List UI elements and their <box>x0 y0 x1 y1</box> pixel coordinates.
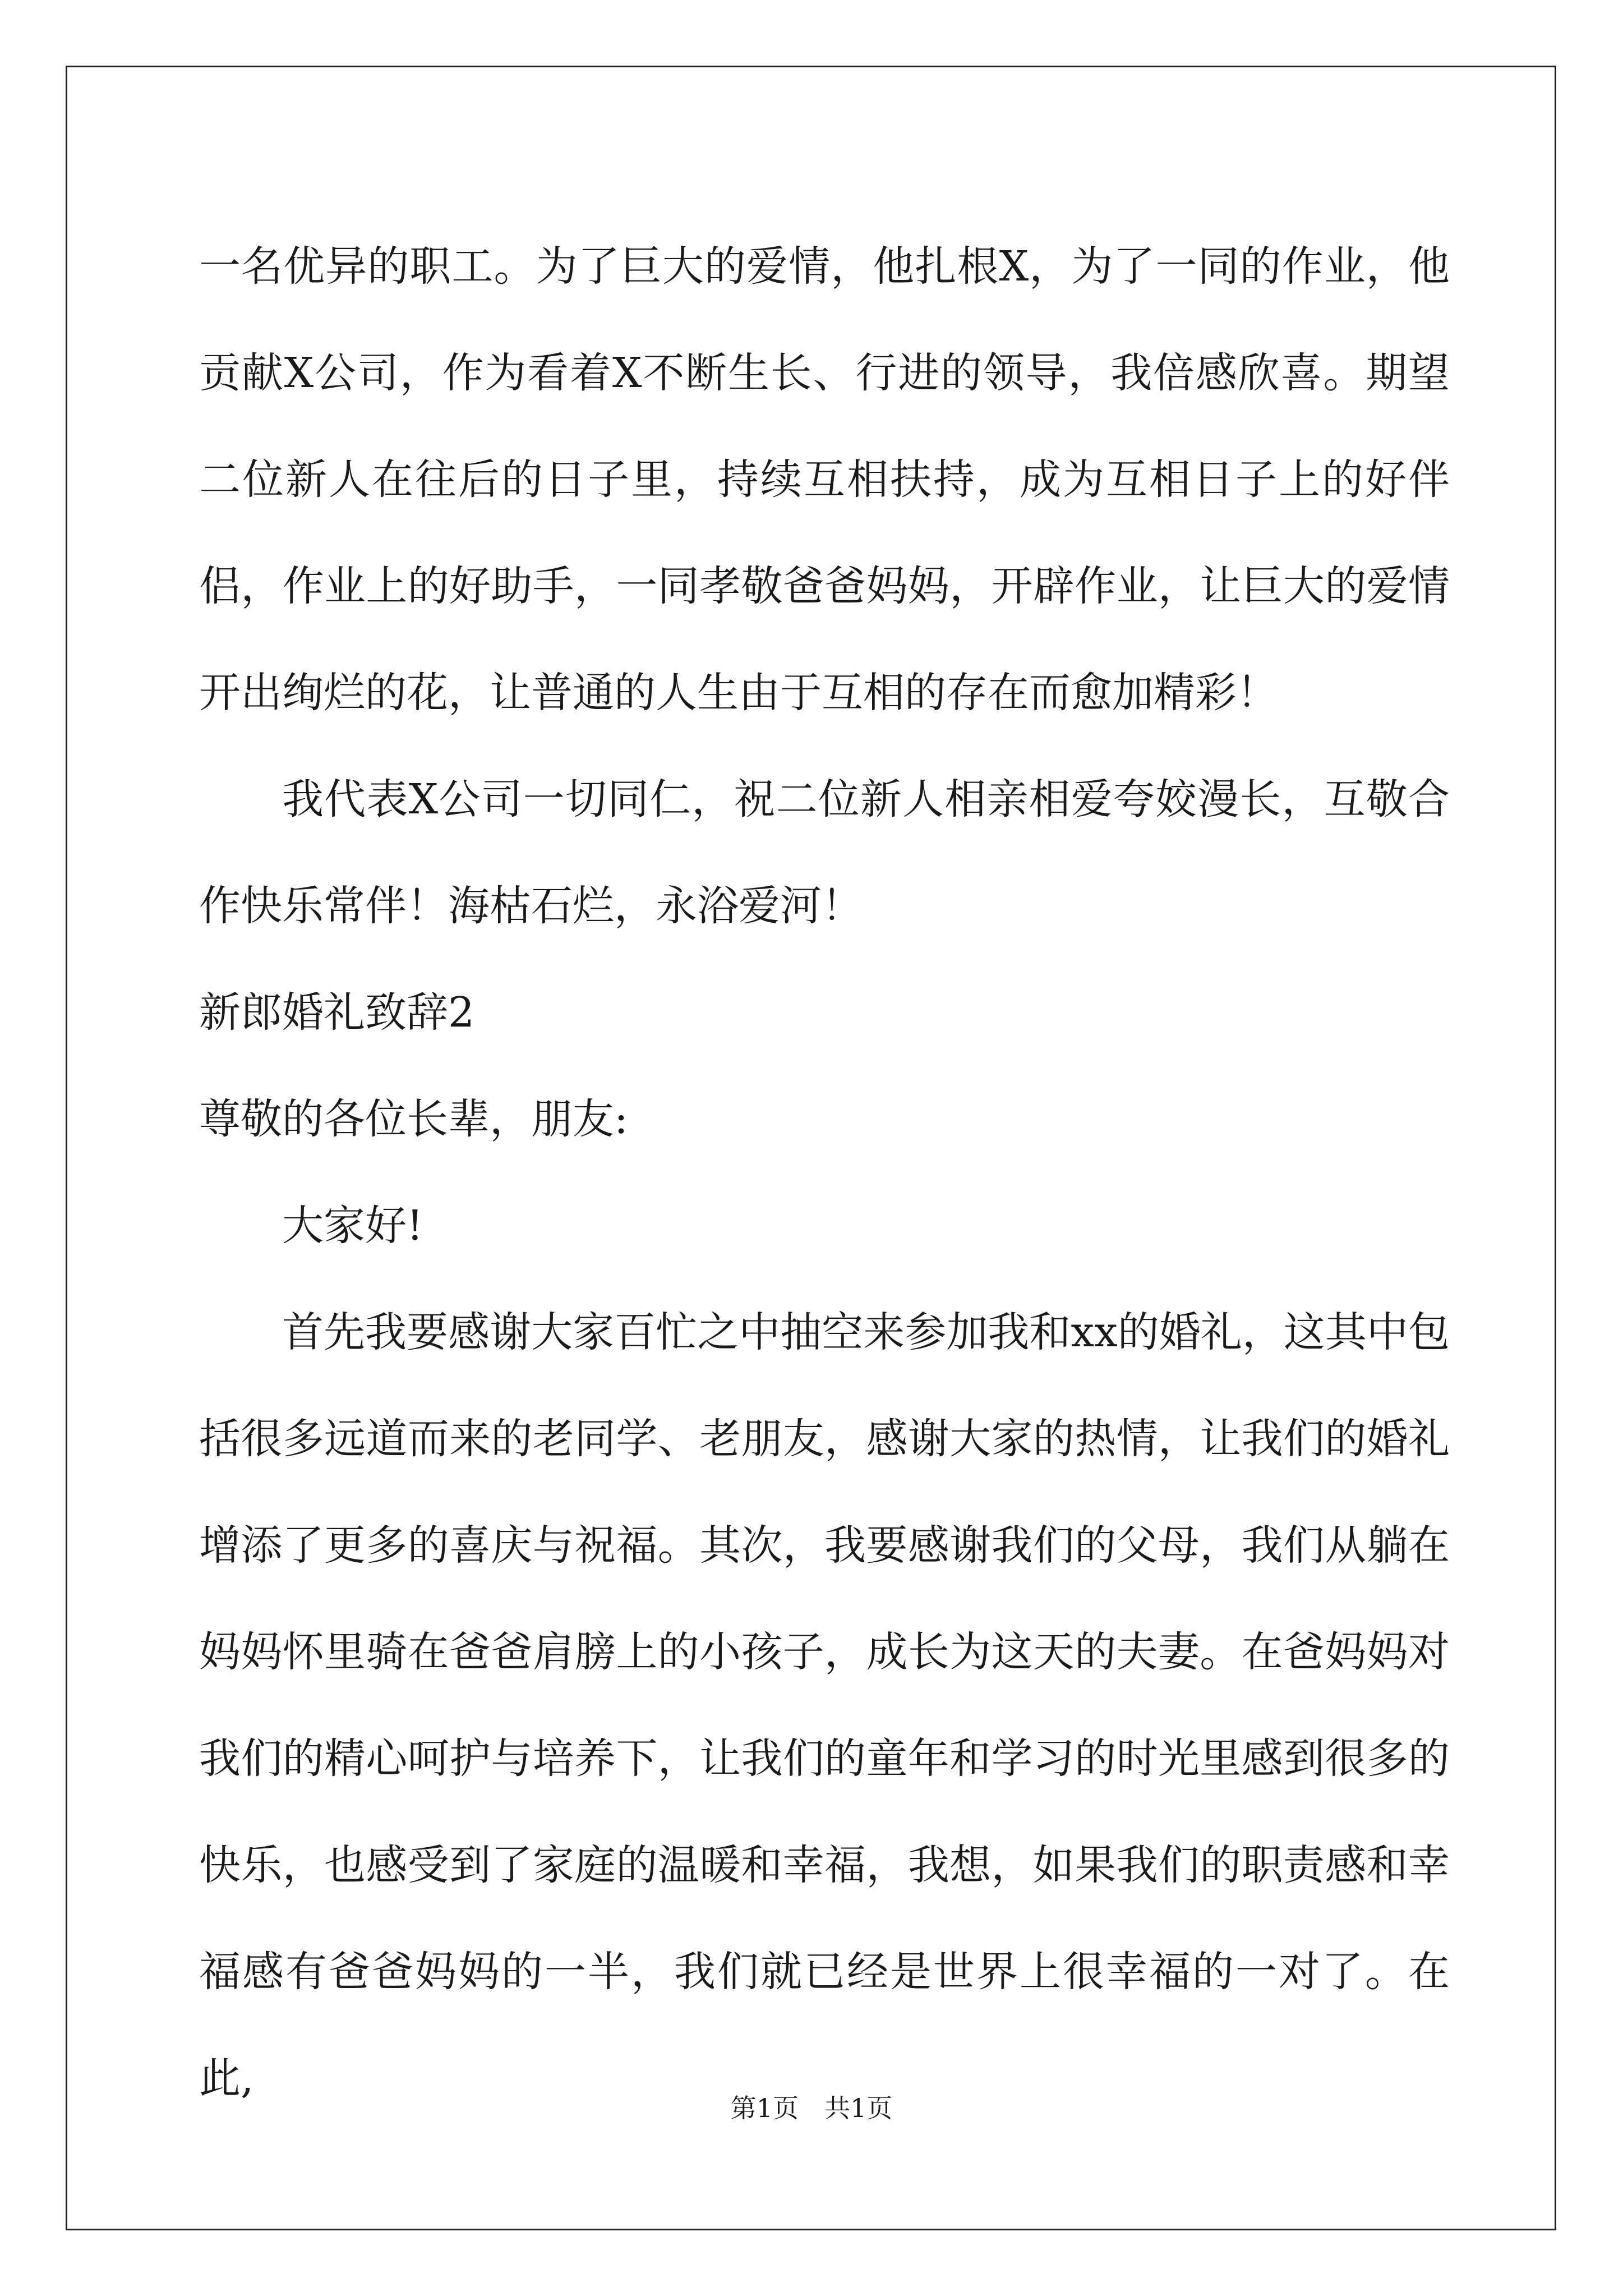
page-number-footer: 第1页 共1页 <box>730 2093 893 2123</box>
paragraph-1: 一名优异的职工。为了巨大的爱情，他扎根X，为了一同的作业，他贡献X公司，作为看着X不断生长、行进的领导，我倍感欣喜。期望二位新人在往后的日子里，持续互相扶持，成为互相日子上的好伴侣，作业上的好助手，一同孝敬爸爸妈妈，开辟作业，让巨大的爱情开出绚烂的花，让普通的人生由于互相的存在而愈加精彩！ <box>199 242 1450 717</box>
greeting: 大家好! <box>282 1202 423 1250</box>
paragraph-2: 我代表X公司一切同仁，祝二位新人相亲相爱夸姣漫长，互敬合作快乐常伴！海枯石烂，永浴爱河！ <box>199 775 1450 930</box>
salutation: 尊敬的各位长辈，朋友: <box>199 1095 628 1143</box>
document-body <box>199 213 1450 2132</box>
section-heading: 新郎婚礼致辞2 <box>199 988 475 1037</box>
paragraph-3: 首先我要感谢大家百忙之中抽空来参加我和xx的婚礼，这其中包括很多远道而来的老同学、老朋友，感谢大家的热情，让我们的婚礼增添了更多的喜庆与祝福。其次，我要感谢我们的父母，我们从躺在妈妈怀里骑在爸爸肩膀上的小孩子，成长为这天的夫妻。在爸妈妈对我们的精心呵护与培养下，让我们的童年和学习的时光里感到很多的快乐，也感受到了家庭的温暖和幸福，我想，如果我们的职责感和幸福感有爸爸妈妈的一半，我们就已经是世界上很幸福的一对了。在此, <box>199 1308 1450 2102</box>
